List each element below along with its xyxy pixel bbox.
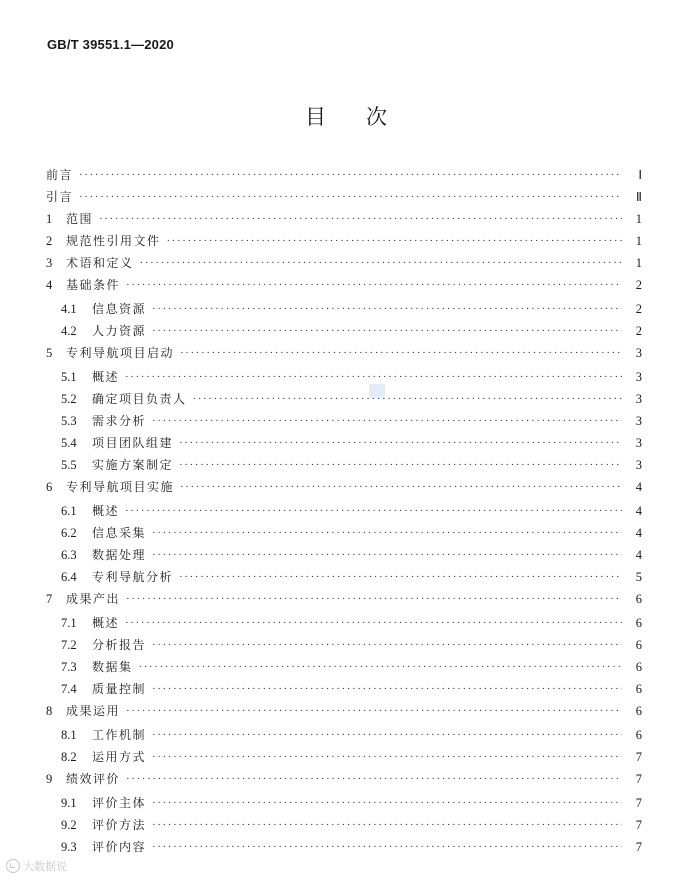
toc-entry[interactable] [46, 342, 642, 364]
toc-page-number: 4 [635, 480, 642, 494]
toc-page-number: 3 [635, 392, 642, 406]
watermark-mark [369, 384, 385, 398]
toc-entry[interactable] [46, 432, 642, 454]
toc-entry[interactable] [46, 588, 642, 610]
toc-entry-number: 4.2 [61, 324, 77, 338]
toc-entry-label: 评价主体 [92, 796, 147, 810]
toc-entry-label: 成果产出 [66, 592, 121, 606]
toc-entry-label: 数据处理 [92, 548, 147, 562]
toc-page-number: 4 [635, 504, 642, 518]
toc-entry[interactable] [46, 678, 642, 700]
toc-entry[interactable] [46, 230, 642, 252]
toc-entry[interactable] [46, 252, 642, 274]
toc-entry[interactable] [46, 208, 642, 230]
toc-entry-label: 信息资源 [92, 302, 147, 316]
toc-entry-label: 需求分析 [92, 414, 147, 428]
toc-page-number: 2 [635, 278, 642, 292]
toc-leader-dots [126, 768, 622, 790]
toc-entry-label: 基础条件 [66, 278, 121, 292]
toc-entry-label: 数据集 [92, 660, 133, 674]
toc-page-number: 6 [635, 660, 642, 674]
toc-leader-dots [126, 274, 622, 296]
toc-entry[interactable] [46, 274, 642, 296]
toc-leader-dots [125, 612, 622, 634]
toc-leader-dots [152, 320, 622, 342]
toc-entry-label: 专利导航分析 [92, 570, 174, 584]
toc-entry-label: 规范性引用文件 [66, 234, 161, 248]
toc-entry-number: 8.2 [61, 750, 77, 764]
toc-entry[interactable] [46, 410, 642, 432]
toc-entry-number: 5 [46, 346, 53, 360]
toc-leader-dots [152, 792, 622, 814]
toc-entry-number: 5.2 [61, 392, 77, 406]
toc-entry[interactable] [46, 656, 642, 678]
toc-leader-dots [180, 476, 622, 498]
toc-entry[interactable] [46, 320, 642, 342]
toc-entry-number: 5.3 [61, 414, 77, 428]
toc-entry-label: 概述 [92, 616, 120, 630]
toc-page-number: 7 [635, 840, 642, 854]
toc-entry[interactable] [46, 476, 642, 498]
toc-entry[interactable] [46, 366, 642, 388]
toc-page-number: 7 [635, 818, 642, 832]
toc-entry-label: 成果运用 [66, 704, 121, 718]
toc-entry[interactable] [46, 792, 642, 814]
toc-entry-number: 8.1 [61, 728, 77, 742]
toc-entry[interactable] [46, 522, 642, 544]
toc-leader-dots [125, 500, 622, 522]
watermark-logo-icon [6, 859, 20, 873]
toc-entry[interactable] [46, 768, 642, 790]
toc-entry-number: 6.3 [61, 548, 77, 562]
standard-number: GB/T 39551.1—2020 [47, 37, 174, 52]
toc-entry[interactable] [46, 700, 642, 722]
toc-page-number: 6 [635, 704, 642, 718]
toc-entry-number: 7.3 [61, 660, 77, 674]
toc-entry-label: 绩效评价 [66, 772, 121, 786]
toc-leader-dots [152, 836, 622, 858]
toc-entry-number: 4.1 [61, 302, 77, 316]
watermark-text: 大数据说 [23, 860, 67, 873]
toc-entry-label: 项目团队组建 [92, 436, 174, 450]
toc-leader-dots [152, 724, 622, 746]
toc-entry-label: 评价内容 [92, 840, 147, 854]
toc-entry[interactable] [46, 634, 642, 656]
toc-page-number: 4 [635, 526, 642, 540]
toc-entry-number: 6 [46, 480, 53, 494]
toc-leader-dots [180, 342, 622, 364]
toc-entry[interactable] [46, 500, 642, 522]
toc-entry-label: 实施方案制定 [92, 458, 174, 472]
toc-leader-dots [79, 186, 622, 208]
toc-page-number: 6 [635, 616, 642, 630]
toc-entry-label: 专利导航项目实施 [66, 480, 175, 494]
toc-leader-dots [193, 388, 622, 410]
toc-entry-label: 概述 [92, 370, 120, 384]
toc-entry[interactable] [46, 454, 642, 476]
toc-page-number: 5 [635, 570, 642, 584]
toc-leader-dots [99, 208, 622, 230]
toc-entry[interactable] [46, 186, 642, 208]
toc-page-number: 3 [635, 458, 642, 472]
toc-entry-label: 评价方法 [92, 818, 147, 832]
toc-page-number: 2 [635, 324, 642, 338]
toc-entry[interactable] [46, 298, 642, 320]
toc-page-number: 1 [635, 212, 642, 226]
toc-entry-label: 运用方式 [92, 750, 147, 764]
toc-entry-number: 6.2 [61, 526, 77, 540]
toc-entry-number: 2 [46, 234, 53, 248]
toc-leader-dots [152, 678, 622, 700]
table-of-contents [46, 164, 642, 858]
toc-leader-dots [79, 164, 622, 186]
toc-leader-dots [140, 252, 622, 274]
toc-page-number: 6 [635, 638, 642, 652]
toc-title: 目次 [305, 105, 427, 129]
toc-entry-number: 5.4 [61, 436, 77, 450]
toc-entry[interactable] [46, 388, 642, 410]
toc-page-number: Ⅰ [638, 168, 642, 182]
toc-leader-dots [126, 588, 622, 610]
toc-leader-dots [152, 522, 622, 544]
toc-entry-number: 3 [46, 256, 53, 270]
toc-page-number: 3 [635, 370, 642, 384]
toc-entry-label: 工作机制 [92, 728, 147, 742]
toc-entry-number: 7 [46, 592, 53, 606]
toc-leader-dots [152, 634, 622, 656]
toc-entry-number: 7.1 [61, 616, 77, 630]
toc-page-number: 7 [635, 796, 642, 810]
toc-entry-number: 5.5 [61, 458, 77, 472]
toc-entry-label: 人力资源 [92, 324, 147, 338]
toc-entry-number: 9 [46, 772, 53, 786]
toc-entry-label: 概述 [92, 504, 120, 518]
toc-leader-dots [179, 566, 622, 588]
toc-leader-dots [167, 230, 622, 252]
toc-page-number: 6 [635, 728, 642, 742]
toc-leader-dots [139, 656, 622, 678]
toc-entry-label: 前言 [46, 168, 74, 182]
toc-entry[interactable] [46, 566, 642, 588]
toc-leader-dots [179, 432, 622, 454]
toc-page-number: 6 [635, 682, 642, 696]
toc-entry-label: 分析报告 [92, 638, 147, 652]
toc-entry-number: 7.4 [61, 682, 77, 696]
toc-leader-dots [152, 544, 622, 566]
toc-leader-dots [126, 700, 622, 722]
toc-leader-dots [152, 746, 622, 768]
toc-leader-dots [152, 410, 622, 432]
toc-entry[interactable] [46, 836, 642, 858]
toc-entry[interactable] [46, 612, 642, 634]
toc-entry-number: 7.2 [61, 638, 77, 652]
toc-entry-number: 6.4 [61, 570, 77, 584]
toc-entry-label: 专利导航项目启动 [66, 346, 175, 360]
toc-entry-label: 术语和定义 [66, 256, 134, 270]
toc-page-number: 3 [635, 346, 642, 360]
toc-entry-number: 9.1 [61, 796, 77, 810]
toc-entry-number: 9.2 [61, 818, 77, 832]
toc-page-number: 3 [635, 436, 642, 450]
toc-entry[interactable] [46, 164, 642, 186]
toc-entry-label: 范围 [66, 212, 94, 226]
toc-entry-number: 9.3 [61, 840, 77, 854]
toc-page-number: 7 [635, 750, 642, 764]
toc-entry-number: 5.1 [61, 370, 77, 384]
toc-page-number: 6 [635, 592, 642, 606]
toc-leader-dots [152, 814, 622, 836]
toc-entry-label: 引言 [46, 190, 74, 204]
toc-page-number: 7 [635, 772, 642, 786]
toc-entry-number: 4 [46, 278, 53, 292]
toc-page-number: 1 [635, 234, 642, 248]
watermark [6, 858, 67, 874]
toc-entry[interactable] [46, 724, 642, 746]
toc-entry-number: 8 [46, 704, 53, 718]
toc-entry[interactable] [46, 746, 642, 768]
toc-entry-label: 确定项目负责人 [92, 392, 187, 406]
toc-entry[interactable] [46, 814, 642, 836]
toc-leader-dots [152, 298, 622, 320]
toc-entry-label: 信息采集 [92, 526, 147, 540]
toc-leader-dots [179, 454, 622, 476]
toc-page-number: Ⅱ [635, 190, 642, 204]
toc-page-number: 1 [635, 256, 642, 270]
toc-entry-number: 1 [46, 212, 53, 226]
toc-entry[interactable] [46, 544, 642, 566]
toc-page-number: 3 [635, 414, 642, 428]
toc-entry-number: 6.1 [61, 504, 77, 518]
toc-page-number: 4 [635, 548, 642, 562]
toc-entry-label: 质量控制 [92, 682, 147, 696]
toc-page-number: 2 [635, 302, 642, 316]
